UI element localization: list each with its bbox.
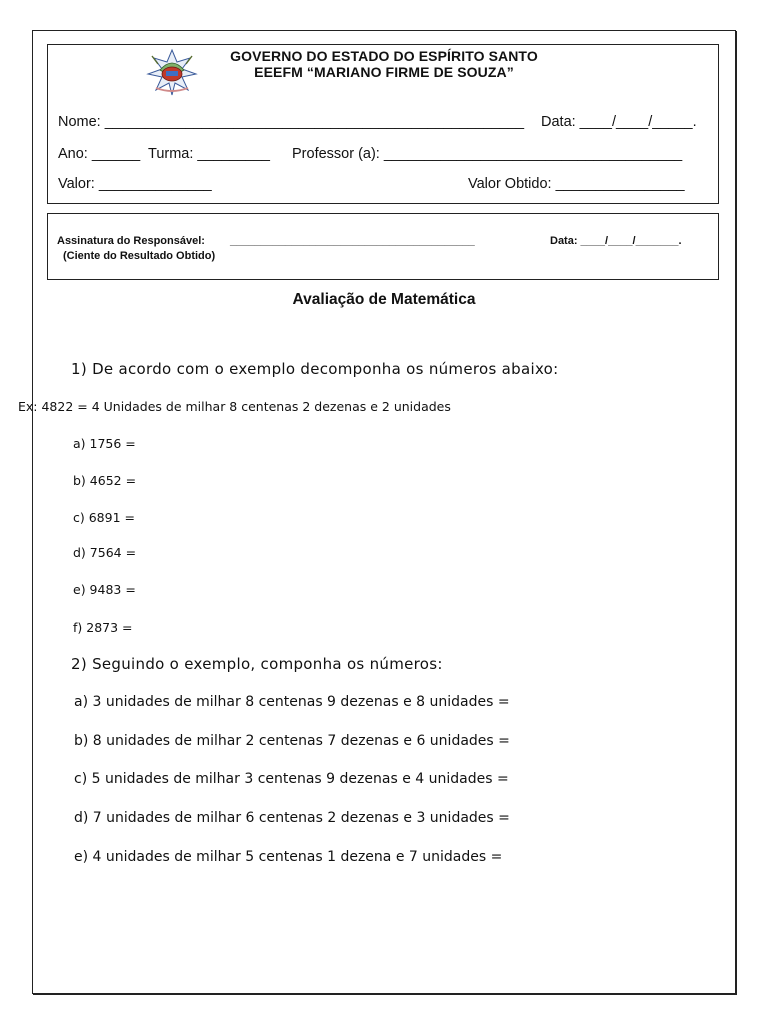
question-2-item[interactable]: e) 4 unidades de milhar 5 centenas 1 dezena e 7 unidades = xyxy=(74,849,503,865)
question-2-item[interactable]: a) 3 unidades de milhar 8 centenas 9 dezenas e 8 unidades = xyxy=(74,694,510,710)
question-2-heading: 2) Seguindo o exemplo, componha os números: xyxy=(71,655,443,673)
ano-field[interactable]: Ano: ______ xyxy=(58,146,141,162)
question-1-item[interactable]: f) 2873 = xyxy=(73,620,133,635)
valor-field[interactable]: Valor: ______________ xyxy=(58,176,212,192)
government-name: GOVERNO DO ESTADO DO ESPÍRITO SANTO xyxy=(230,48,538,64)
school-name: EEEFM “MARIANO FIRME DE SOUZA” xyxy=(254,64,514,80)
valor-obtido-field[interactable]: Valor Obtido: ________________ xyxy=(468,176,685,192)
signature-line[interactable]: ________________________________________ xyxy=(230,235,475,247)
question-2-item[interactable]: c) 5 unidades de milhar 3 centenas 9 dezenas e 4 unidades = xyxy=(74,771,509,787)
signature-note: (Ciente do Resultado Obtido) xyxy=(63,250,216,262)
signature-date-field[interactable]: Data: ____/____/_______. xyxy=(550,235,682,247)
turma-field[interactable]: Turma: _________ xyxy=(148,146,270,162)
signature-label: Assinatura do Responsável: xyxy=(57,235,205,247)
nome-field[interactable]: Nome: ____________________________________________________ xyxy=(58,114,525,130)
professor-field[interactable]: Professor (a): _____________________________________ xyxy=(292,146,683,162)
question-1-item[interactable]: d) 7564 = xyxy=(73,545,137,560)
question-1-item[interactable]: e) 9483 = xyxy=(73,582,136,597)
question-1-item[interactable]: a) 1756 = xyxy=(73,436,136,451)
question-2-item[interactable]: d) 7 unidades de milhar 6 centenas 2 dezenas e 3 unidades = xyxy=(74,810,510,826)
question-1-item[interactable]: c) 6891 = xyxy=(73,510,135,525)
question-2-item[interactable]: b) 8 unidades de milhar 2 centenas 7 dezenas e 6 unidades = xyxy=(74,733,510,749)
question-1-heading: 1) De acordo com o exemplo decomponha os números abaixo: xyxy=(71,360,559,378)
question-1-example: Ex: 4822 = 4 Unidades de milhar 8 centenas 2 dezenas e 2 unidades xyxy=(18,399,451,414)
question-1-item[interactable]: b) 4652 = xyxy=(73,473,137,488)
data-field[interactable]: Data: ____/____/_____. xyxy=(541,114,697,130)
page-title: Avaliação de Matemática xyxy=(292,291,476,308)
